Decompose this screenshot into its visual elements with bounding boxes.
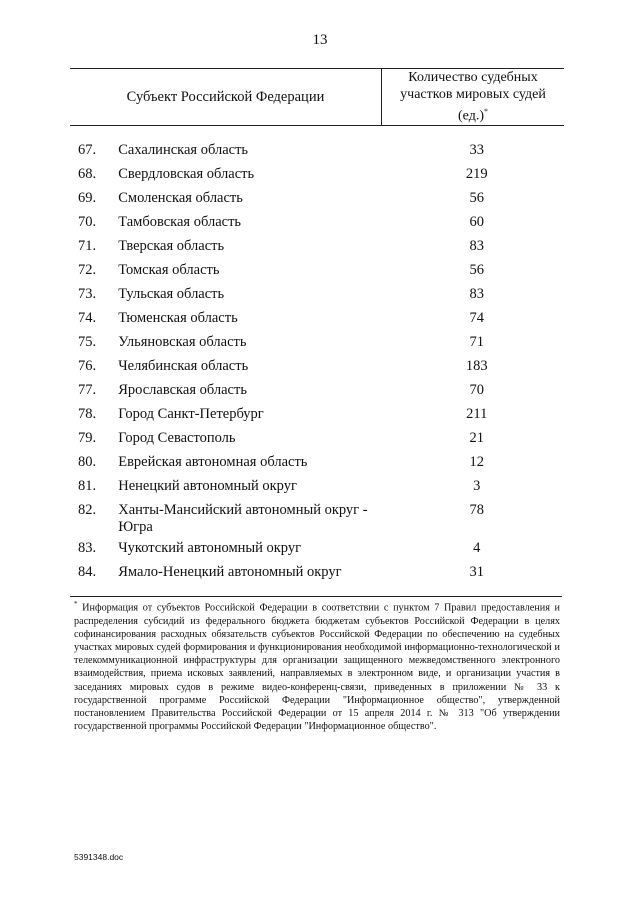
court-count: 70 (469, 382, 484, 398)
row-number: 67. (78, 142, 97, 158)
row-number: 68. (78, 166, 97, 182)
subject-name: Ненецкий автономный округ (118, 478, 297, 494)
subject-name: Ханты-Мансийский автономный округ - Югра (118, 502, 368, 535)
table-row (70, 236, 564, 260)
subject-name: Еврейская автономная область (118, 454, 308, 470)
table-row (70, 452, 564, 476)
court-count: 33 (469, 142, 484, 158)
subject-name: Ульяновская область (118, 334, 247, 350)
row-number: 77. (78, 382, 97, 398)
subject-name: Челябинская область (118, 358, 249, 374)
court-count: 219 (465, 166, 488, 182)
court-count: 60 (469, 214, 484, 230)
subject-name: Ярославская область (118, 382, 247, 398)
row-number: 80. (78, 454, 97, 470)
footnote-mark: * (74, 600, 78, 608)
court-count: 21 (469, 430, 484, 446)
table-row (70, 284, 564, 308)
header-count-line3: (ед.) (458, 108, 484, 124)
subject-cell (70, 236, 382, 260)
court-count: 71 (469, 334, 484, 350)
subject-cell (70, 140, 382, 164)
subject-name: Тверская область (118, 238, 225, 254)
courts-table (70, 68, 564, 586)
row-number: 79. (78, 430, 97, 446)
row-number: 82. (78, 502, 97, 518)
subject-cell (70, 260, 382, 284)
table-header-row (70, 69, 564, 126)
footnote (74, 598, 560, 733)
table-row (70, 404, 564, 428)
header-count-line1: Количество судебных (408, 70, 538, 86)
court-count: 78 (469, 502, 484, 518)
row-number: 69. (78, 190, 97, 206)
court-count: 12 (469, 454, 484, 470)
footnote-divider (70, 596, 562, 597)
table-row (70, 140, 564, 164)
subject-cell (70, 164, 382, 188)
table-row (70, 476, 564, 500)
court-count: 56 (469, 190, 484, 206)
subject-name: Сахалинская область (118, 142, 249, 158)
table-row (70, 332, 564, 356)
subject-cell (70, 404, 382, 428)
court-count: 83 (469, 286, 484, 302)
table-row (70, 356, 564, 380)
page-number: 13 (312, 32, 328, 48)
subject-cell (70, 476, 382, 500)
subject-cell (70, 356, 382, 380)
table-body (70, 126, 564, 587)
header-subject: Субъект Российской Федерации (70, 69, 382, 126)
header-count (382, 69, 565, 126)
subject-name: Город Севастополь (118, 430, 236, 446)
subject-name: Город Санкт-Петербург (118, 406, 264, 422)
row-number: 75. (78, 334, 97, 350)
subject-name: Чукотский автономный округ (118, 540, 302, 556)
table-row (70, 380, 564, 404)
subject-name: Тамбовская область (118, 214, 242, 230)
header-count-line2: участков мировых судей (400, 87, 546, 103)
table-row (70, 538, 564, 562)
table-row (70, 260, 564, 284)
subject-name: Тюменская область (118, 310, 238, 326)
subject-cell (70, 188, 382, 212)
subject-cell (70, 380, 382, 404)
court-count: 56 (469, 262, 484, 278)
court-count: 3 (473, 478, 481, 494)
row-number: 81. (78, 478, 97, 494)
row-number: 74. (78, 310, 97, 326)
subject-cell (70, 332, 382, 356)
subject-name: Смоленская область (118, 190, 243, 206)
row-number: 83. (78, 540, 97, 556)
subject-cell (70, 452, 382, 476)
subject-name: Свердловская область (118, 166, 255, 182)
subject-cell (70, 428, 382, 452)
subject-name: Тульская область (118, 286, 225, 302)
subject-name: Томская область (118, 262, 220, 278)
header-count-footnote-mark: * (483, 107, 488, 117)
table-row (70, 562, 564, 586)
row-number: 76. (78, 358, 97, 374)
table-row (70, 428, 564, 452)
footnote-text: Информация от субъектов Российской Федерации в соответствии с пунктом 7 Правил предоставления и распределения субсидий из федерального бюджета бюджетам субъектов Российской Федерации в целях софинансирования расходных обязательств субъектов Российской Федерации по обеспечению на судебных участках мировых судей формирования и функционирования необходимой информационно-технологической и телекоммуникационной инфраструктуры для организации защищенного межведомственного электронного взаимодействия, приема исковых заявлений, направляемых в электронном виде, и организации участия в заседаниях мировых судов в режиме видео-конференц-связи, приведенных в приложении № 33 к государственной программе Российской Федерации "Информационное общество", утвержденной постановлением Правительства Российской Федерации от 15 апреля 2014 г. № 313 "Об утверждении государственной программы Российской Федерации "Информационное общество". (74, 602, 561, 733)
subject-cell (70, 212, 382, 236)
table-row (70, 188, 564, 212)
table-row (70, 212, 564, 236)
row-number: 72. (78, 262, 97, 278)
court-count: 83 (469, 238, 484, 254)
table-row (70, 500, 564, 538)
document-id: 5391348.doc (74, 852, 124, 862)
row-number: 70. (78, 214, 97, 230)
subject-cell (70, 538, 382, 562)
court-count: 4 (473, 540, 481, 556)
subject-name: Ямало-Ненецкий автономный округ (118, 564, 342, 580)
subject-cell (70, 308, 382, 332)
court-count: 211 (466, 406, 488, 422)
table-row (70, 308, 564, 332)
subject-cell (70, 562, 382, 586)
subject-cell (70, 500, 382, 538)
row-number: 71. (78, 238, 97, 254)
subject-cell (70, 284, 382, 308)
row-number: 73. (78, 286, 97, 302)
court-count: 31 (469, 564, 484, 580)
table-row (70, 164, 564, 188)
court-count: 183 (465, 358, 488, 374)
row-number: 78. (78, 406, 97, 422)
court-count: 74 (469, 310, 484, 326)
row-number: 84. (78, 564, 97, 580)
